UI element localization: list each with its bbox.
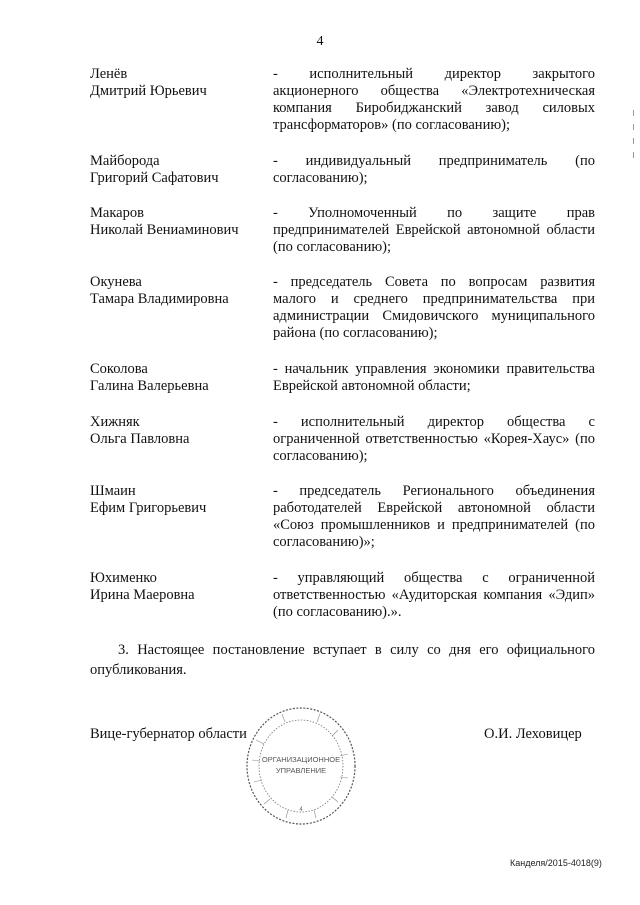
member-role: - индивидуальный предприниматель (по согласованию);: [273, 153, 595, 186]
official-stamp: [242, 700, 360, 830]
page-number: 4: [316, 34, 324, 49]
member-first-names: Ефим Григорьевич: [90, 500, 207, 516]
member-last-name: Шмаин: [90, 483, 136, 499]
member-first-names: Ирина Маеровна: [90, 587, 195, 603]
stamp-center-line1: ОРГАНИЗАЦИОННОЕ: [261, 755, 341, 764]
member-last-name: Юхименко: [90, 570, 157, 586]
member-role: - председатель Регионального объединения работодателей Еврейской автономной области «Союз промышленников и предпринимателей (по согласованию)»;: [273, 483, 595, 550]
member-role: - Уполномоченный по защите прав предпринимателей Еврейской автономной области (по согласованию);: [273, 205, 595, 255]
member-name: [90, 274, 265, 308]
member-name: [90, 66, 265, 100]
member-name: [90, 483, 265, 517]
signatory-position: Вице-губернатор области: [90, 726, 247, 742]
member-last-name: Соколова: [90, 361, 148, 377]
member-name: [90, 414, 265, 448]
member-role: - управляющий общества с ограниченной ответственностью «Аудиторская компания «Эдип» (по согласованию).».: [273, 570, 595, 620]
scan-edge-marks: [632, 110, 635, 170]
signatory-name: О.И. Леховицер: [484, 726, 582, 742]
member-first-names: Ольга Павловна: [90, 431, 190, 447]
member-first-names: Галина Валерьевна: [90, 378, 209, 394]
member-name: [90, 570, 265, 604]
member-first-names: Николай Вениаминович: [90, 222, 239, 238]
member-first-names: Дмитрий Юрьевич: [90, 83, 207, 99]
member-role: - исполнительный директор закрытого акционерного общества «Электротехническая компания Биробиджанский завод силовых трансформаторов» (по согласованию);: [273, 66, 595, 133]
member-role: - начальник управления экономики правительства Еврейской автономной области;: [273, 361, 595, 394]
member-name: [90, 205, 265, 239]
member-first-names: Тамара Владимировна: [90, 291, 229, 307]
svg-text:4: 4: [299, 807, 303, 813]
member-role: - председатель Совета по вопросам развития малого и среднего предпринимательства при администрации Смидовичского муниципального района (по согласованию);: [273, 274, 595, 341]
paragraph-3: 3. Настоящее постановление вступает в силу со дня его официального опубликования.: [90, 642, 595, 678]
member-role: - исполнительный директор общества с ограниченной ответственностью «Корея-Хаус» (по согласованию);: [273, 414, 595, 464]
stamp-center-line2: УПРАВЛЕНИЕ: [275, 766, 327, 775]
member-name: [90, 361, 265, 395]
member-first-names: Григорий Сафатович: [90, 170, 219, 186]
member-name: [90, 153, 265, 187]
member-last-name: Макаров: [90, 205, 144, 221]
document-reference-code: Канделя/2015-4018(9): [510, 858, 602, 868]
member-last-name: Ленёв: [90, 66, 128, 82]
member-last-name: Хижняк: [90, 414, 140, 430]
member-last-name: Майборода: [90, 153, 160, 169]
member-last-name: Окунева: [90, 274, 142, 290]
